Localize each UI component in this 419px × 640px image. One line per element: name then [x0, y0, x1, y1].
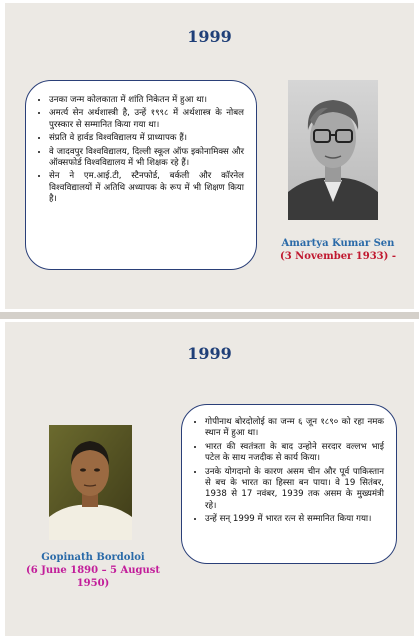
- slide-amartya-sen: [5, 3, 414, 309]
- portrait-image: [288, 80, 378, 220]
- person-dates: (6 June 1890 – 5 August 1950): [25, 565, 161, 589]
- list-item: • उनके योगदानो के कारण असम चीन और पूर्व पाकिस्तान से बच के भारत का हिस्सा बन पाया। वे 19 सितंबर, 1938 से 17 नवंबर, 1939 तक असम के मुख्यमंत्री रहे।: [205, 467, 384, 513]
- list-item: • संप्रति वे हार्वड विश्वविद्यालय में प्राध्यापक हैं।: [49, 133, 244, 144]
- list-item: • वे जादवपुर विश्वविद्यालय, दिल्ली स्कूल ऑफ इकोनामिक्स और ऑक्सफोर्ड विश्वविद्यालय में भी शिक्षक रहे हैं।: [49, 147, 244, 170]
- slide-year: 1999: [187, 344, 232, 363]
- bullet-list: [38, 95, 244, 206]
- slide-gopinath-bordoloi: [5, 322, 414, 636]
- slide-divider: [0, 312, 419, 319]
- portrait-image: [49, 425, 132, 540]
- slide-year: 1999: [187, 27, 232, 46]
- list-item: • अमर्त्य सेन अर्थशास्त्री है, उन्हें १९९८ में अर्थशास्त्र के नोबल पुरस्कार से सम्मानित किया गया था।: [49, 108, 244, 131]
- portrait-photo: [288, 80, 378, 220]
- list-item: • गोपीनाथ बोरदोलोई का जन्म ६ जून १८९० को रहा नमक स्थान में हुआ था।: [205, 417, 384, 440]
- bullet-bubble: [181, 404, 397, 564]
- person-caption: [273, 237, 403, 263]
- bullet-bubble: [25, 80, 257, 270]
- person-dates: (3 November 1933) -: [279, 251, 397, 262]
- person-name: Gopinath Bordoloi: [41, 552, 145, 563]
- person-caption: [23, 551, 163, 590]
- list-item: • उन्हें सन् 1999 में भारत रत्न से सम्मानित किया गया।: [205, 514, 384, 525]
- list-item: • उनका जन्म कोलकाता में शांति निकेतन में हुआ था।: [49, 95, 244, 106]
- person-name: Amartya Kumar Sen: [281, 238, 395, 249]
- list-item: • सेन ने एम.आई.टी, स्टैनफोर्ड, बर्कली और कॉरनेल विश्वविद्यालयों में अतिथि अध्यापक के रूप में भी शिक्षण किया है।: [49, 171, 244, 205]
- bullet-list: [194, 417, 384, 526]
- portrait-photo: [49, 425, 132, 540]
- list-item: • भारत की स्वतंत्रता के बाद उन्होने सरदार वल्लभ भाई पटेल के साथ नजदीक से कार्य किया।: [205, 442, 384, 465]
